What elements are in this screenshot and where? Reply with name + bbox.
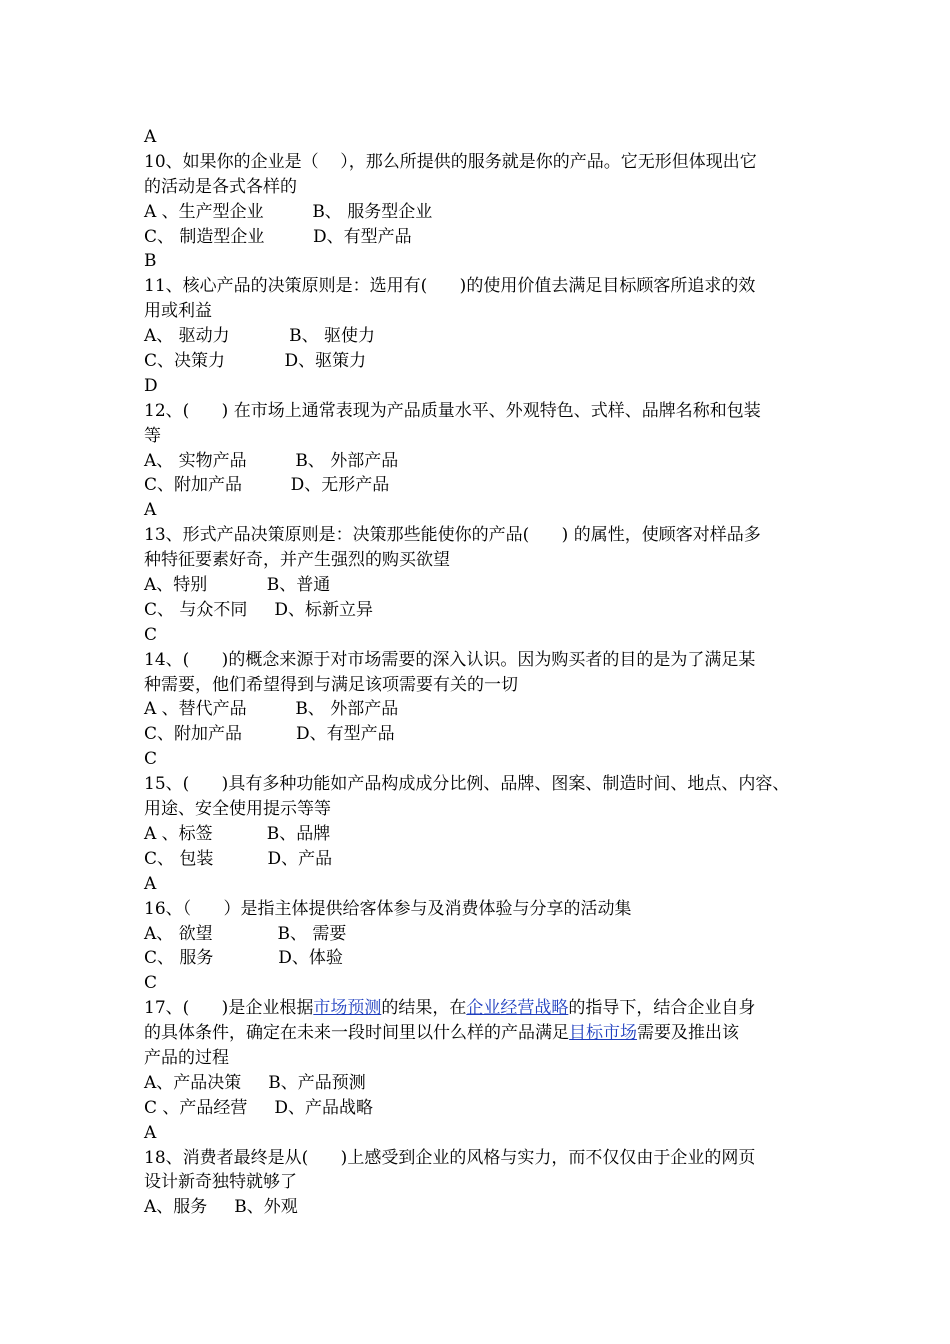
- text-segment: 15、( )具有多种功能如产品构成成分比例、品牌、图案、制造时间、地点、内容、: [144, 774, 790, 795]
- text-segment: C: [144, 749, 158, 770]
- text-segment: 用途、安全使用提示等等: [144, 799, 331, 820]
- text-segment: 16、（ ）是指主体提供给客体参与及消费体验与分享的活动集: [144, 898, 632, 919]
- text-line: [144, 498, 814, 523]
- text-segment: 产品的过程: [144, 1047, 229, 1068]
- text-line: [144, 1195, 814, 1220]
- text-segment: 设计新奇独特就够了: [144, 1172, 297, 1193]
- text-line: [144, 225, 814, 250]
- text-line: [144, 623, 814, 648]
- text-segment: 13、形式产品决策原则是：决策那些能使你的产品( ) 的属性，使顾客对样品多: [144, 525, 761, 546]
- hyperlink[interactable]: 目标市场: [569, 1023, 637, 1044]
- text-segment: 18、消费者最终是从( )上感受到企业的风格与实力，而不仅仅由于企业的网页: [144, 1147, 756, 1168]
- text-line: [144, 424, 814, 449]
- text-line: [144, 374, 814, 399]
- text-line: [144, 1021, 814, 1046]
- document-body: [144, 125, 814, 1220]
- text-line: [144, 772, 814, 797]
- text-line: [144, 399, 814, 424]
- text-segment: 用或利益: [144, 301, 212, 322]
- text-segment: A: [144, 873, 157, 894]
- text-segment: A、产品决策 B、产品预测: [144, 1072, 366, 1093]
- text-line: [144, 797, 814, 822]
- text-line: [144, 971, 814, 996]
- text-segment: 11、核心产品的决策原则是：选用有( )的使用价值去满足目标顾客所追求的效: [144, 276, 756, 297]
- text-line: [144, 573, 814, 598]
- text-segment: A、 欲望 B、 需要: [144, 923, 347, 944]
- text-line: [144, 473, 814, 498]
- text-line: [144, 922, 814, 947]
- text-line: [144, 299, 814, 324]
- text-line: [144, 548, 814, 573]
- text-line: [144, 722, 814, 747]
- text-segment: 种特征要素好奇，并产生强烈的购买欲望: [144, 550, 450, 571]
- text-segment: A: [144, 500, 157, 521]
- text-line: [144, 1146, 814, 1171]
- text-segment: C: [144, 973, 158, 994]
- text-segment: A、特别 B、普通: [144, 575, 331, 596]
- text-segment: 10、如果你的企业是（ ），那么所提供的服务就是你的产品。它无形但体现出它: [144, 151, 757, 172]
- text-line: [144, 349, 814, 374]
- text-line: [144, 125, 814, 150]
- text-line: [144, 598, 814, 623]
- text-segment: 种需要，他们希望得到与满足该项需要有关的一切: [144, 674, 518, 695]
- text-segment: 的结果，在: [381, 998, 467, 1019]
- text-line: [144, 1071, 814, 1096]
- text-segment: 的具体条件，确定在未来一段时间里以什么样的产品满足: [144, 1023, 569, 1044]
- text-segment: A、服务 B、外观: [144, 1197, 298, 1218]
- text-segment: 17、( )是企业根据: [144, 998, 314, 1019]
- text-segment: 14、( )的概念来源于对市场需要的深入认识。因为购买者的目的是为了满足某: [144, 649, 756, 670]
- text-line: [144, 150, 814, 175]
- text-segment: C: [144, 624, 158, 645]
- text-segment: C、附加产品 D、无形产品: [144, 475, 390, 496]
- text-line: [144, 274, 814, 299]
- text-segment: C、附加产品 D、有型产品: [144, 724, 395, 745]
- text-segment: C 、产品经营 D、产品战略: [144, 1097, 374, 1118]
- text-line: [144, 249, 814, 274]
- text-segment: A、 驱动力 B、 驱使力: [144, 326, 376, 347]
- text-segment: A 、替代产品 B、 外部产品: [144, 699, 399, 720]
- text-segment: B: [144, 251, 157, 272]
- text-line: [144, 175, 814, 200]
- text-segment: C、 制造型企业 D、有型产品: [144, 226, 412, 247]
- text-line: [144, 648, 814, 673]
- text-line: [144, 847, 814, 872]
- text-segment: D: [144, 375, 158, 396]
- text-segment: A: [144, 1122, 157, 1143]
- text-segment: A 、生产型企业 B、 服务型企业: [144, 201, 433, 222]
- text-segment: 需要及推出该: [637, 1023, 739, 1044]
- text-segment: 12、( ) 在市场上通常表现为产品质量水平、外观特色、式样、品牌名称和包装: [144, 400, 761, 421]
- text-segment: A 、标签 B、品牌: [144, 823, 331, 844]
- text-line: [144, 747, 814, 772]
- text-line: [144, 1121, 814, 1146]
- text-line: [144, 872, 814, 897]
- hyperlink[interactable]: 企业经营战略: [466, 998, 569, 1019]
- text-line: [144, 697, 814, 722]
- text-line: [144, 897, 814, 922]
- text-segment: C、 包装 D、产品: [144, 848, 333, 869]
- text-line: [144, 1046, 814, 1071]
- text-line: [144, 996, 814, 1021]
- text-segment: A、 实物产品 B、 外部产品: [144, 450, 399, 471]
- text-segment: C、决策力 D、驱策力: [144, 351, 367, 372]
- text-line: [144, 1170, 814, 1195]
- text-segment: 等: [144, 425, 161, 446]
- text-segment: 的指导下，结合企业自身: [568, 998, 756, 1019]
- text-line: [144, 946, 814, 971]
- text-line: [144, 200, 814, 225]
- text-line: [144, 822, 814, 847]
- text-segment: 的活动是各式各样的: [144, 176, 297, 197]
- text-line: [144, 673, 814, 698]
- hyperlink[interactable]: 市场预测: [313, 998, 382, 1019]
- text-segment: C、 服务 D、体验: [144, 948, 343, 969]
- text-line: [144, 523, 814, 548]
- text-line: [144, 1096, 814, 1121]
- text-segment: A: [144, 127, 157, 147]
- text-line: [144, 324, 814, 349]
- text-line: [144, 449, 814, 474]
- text-segment: C、 与众不同 D、标新立异: [144, 599, 374, 620]
